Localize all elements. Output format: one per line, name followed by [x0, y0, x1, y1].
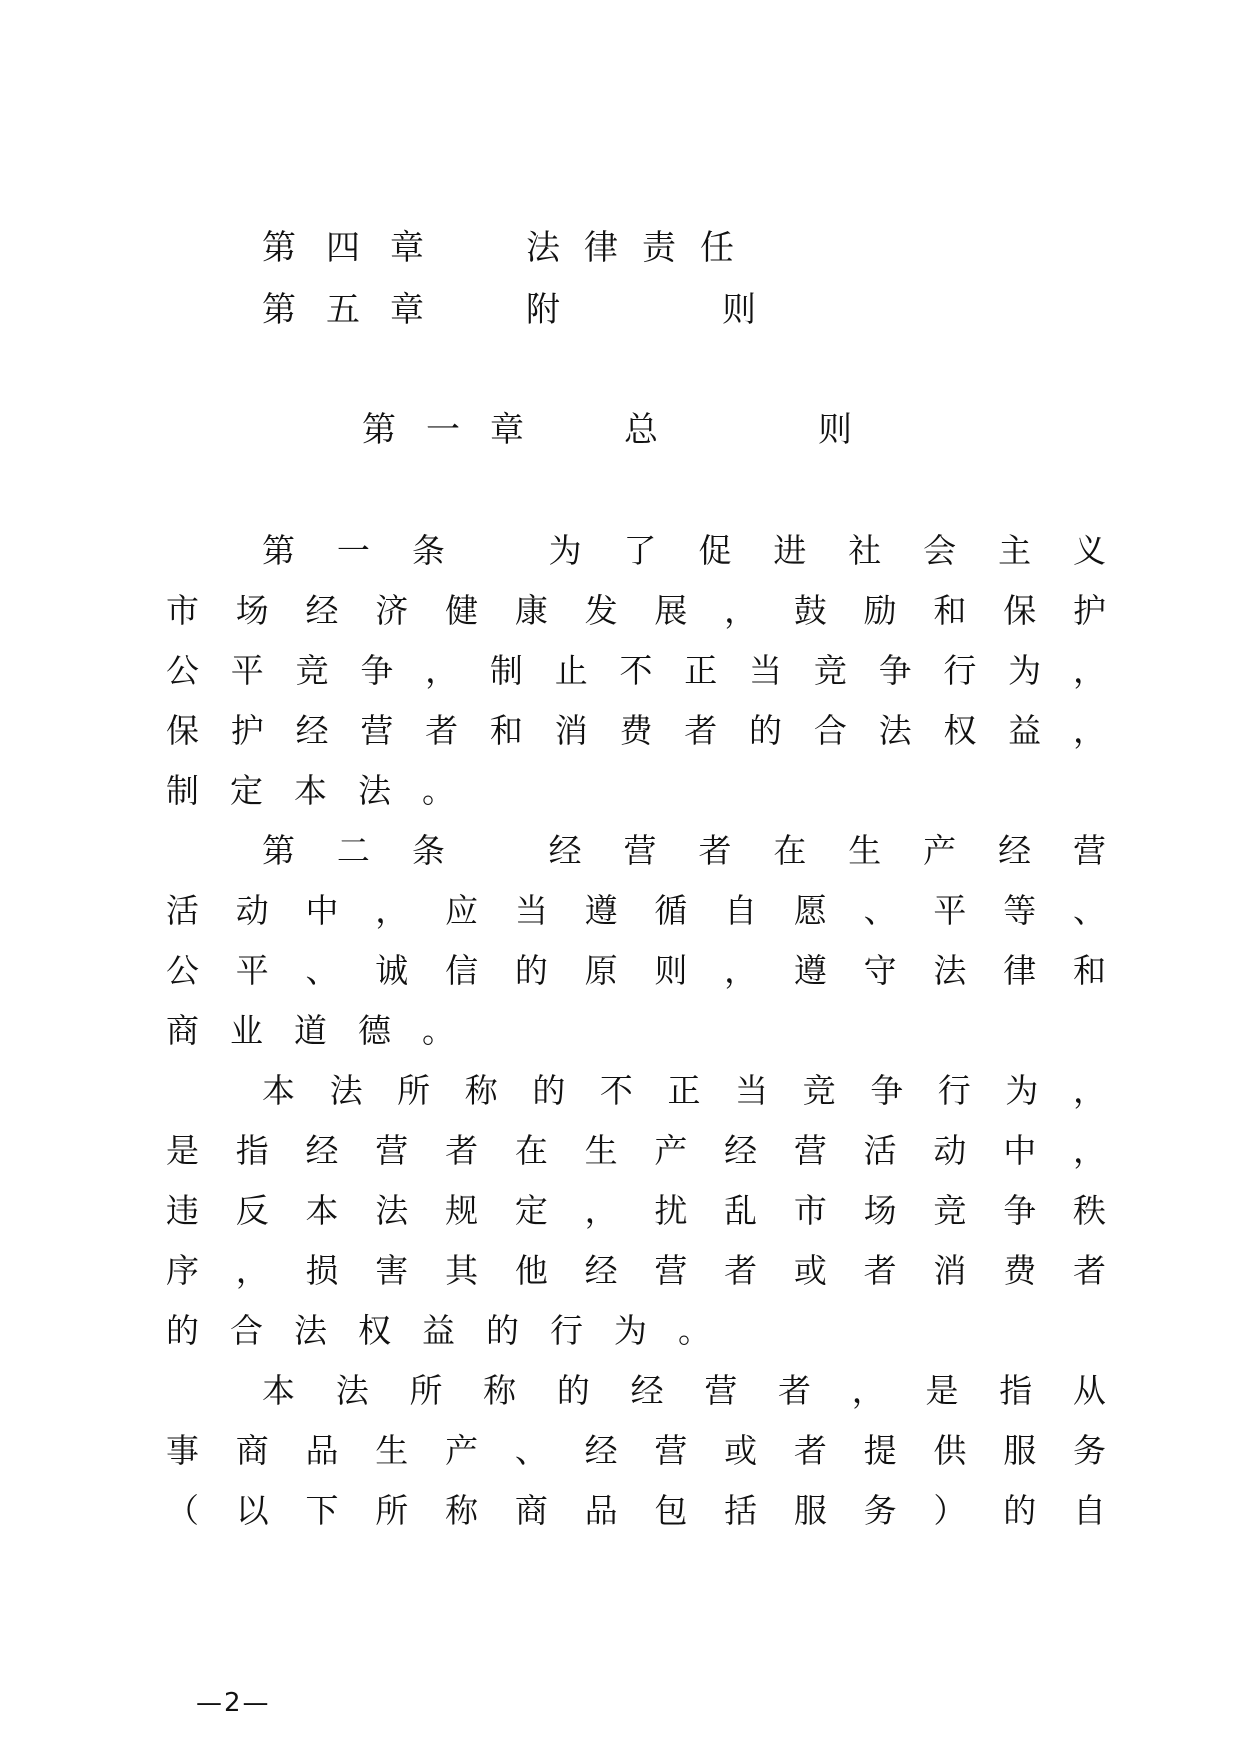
toc-chapter-number: 第四章: [262, 228, 454, 268]
body-line: 制 定 本 法 。: [166, 771, 455, 810]
chapter-heading-title-part: 则: [818, 410, 852, 450]
body-line: 是 指 经 营 者 在 生 产 经 营 活 动 中 ，: [166, 1131, 1106, 1170]
body-line: 事 商 品 生 产 、 经 营 或 者 提 供 服 务: [166, 1431, 1106, 1470]
body-line: 商 业 道 德 。: [166, 1011, 455, 1050]
chapter-heading-title-part: 总: [624, 410, 658, 450]
chapter-heading-number: 第一章: [362, 410, 554, 450]
toc-chapter-number: 第五章: [262, 290, 454, 330]
body-line: 公 平 竞 争 ， 制 止 不 正 当 竞 争 行 为 ，: [166, 651, 1106, 690]
toc-chapter-title-part: 则: [722, 290, 756, 330]
toc-chapter-title: 法律责任: [526, 228, 758, 268]
body-line: 第 一 条 为 了 促 进 社 会 主 义: [262, 531, 1106, 570]
toc-chapter-title-part: 附: [526, 290, 560, 330]
page-number: —2—: [196, 1688, 271, 1718]
body-line: （ 以 下 所 称 商 品 包 括 服 务 ） 的 自: [166, 1491, 1106, 1530]
body-line: 保 护 经 营 者 和 消 费 者 的 合 法 权 益 ，: [166, 711, 1106, 750]
body-line: 第 二 条 经 营 者 在 生 产 经 营: [262, 831, 1106, 870]
body-line: 序 ， 损 害 其 他 经 营 者 或 者 消 费 者: [166, 1251, 1106, 1290]
body-line: 违 反 本 法 规 定 ， 扰 乱 市 场 竞 争 秩: [166, 1191, 1106, 1230]
body-line: 活 动 中 ， 应 当 遵 循 自 愿 、 平 等 、: [166, 891, 1106, 930]
body-line: 的 合 法 权 益 的 行 为 。: [166, 1311, 711, 1350]
body-line: 市 场 经 济 健 康 发 展 ， 鼓 励 和 保 护: [166, 591, 1106, 630]
body-line: 本 法 所 称 的 不 正 当 竞 争 行 为 ，: [262, 1071, 1106, 1110]
body-line: 公 平 、 诚 信 的 原 则 ， 遵 守 法 律 和: [166, 951, 1106, 990]
body-line: 本 法 所 称 的 经 营 者 ， 是 指 从: [262, 1371, 1106, 1410]
